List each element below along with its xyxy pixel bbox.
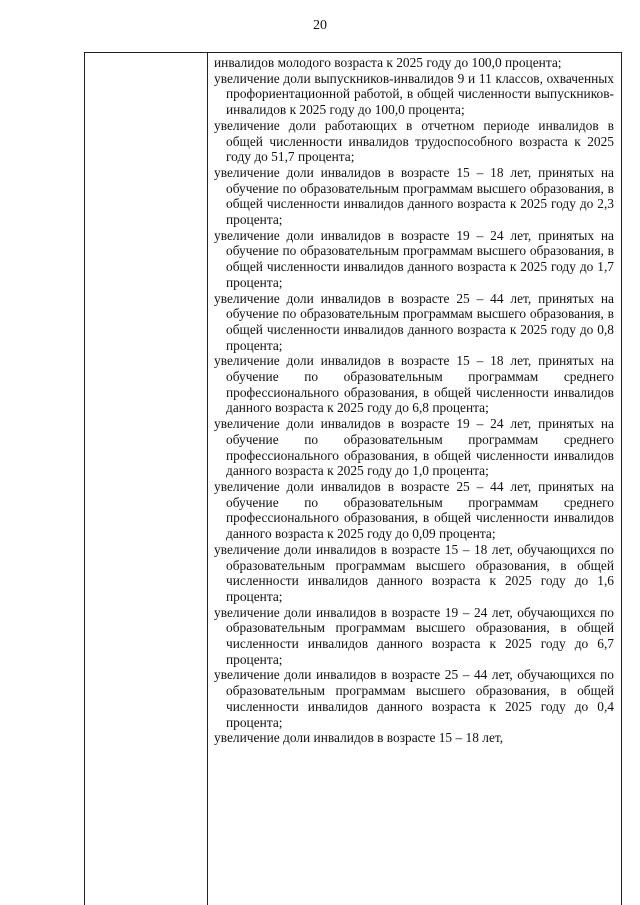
- table-frame: [84, 52, 622, 905]
- list-item: увеличение доли инвалидов в возрасте 15 – 18 лет, обучающихся по образовательным программам высшего образования, в общей численности инвалидов данного возраста к 2025 году до 1,6 процента;: [214, 541, 614, 604]
- list-item: увеличение доли инвалидов в возрасте 15 – 18 лет, принятых на обучение по образовательным программам среднего профессионального образования, в общей численности инвалидов данного возраста к 2025 году до 6,8 процента;: [214, 353, 614, 416]
- table-cell-content: [214, 55, 614, 746]
- list-item: увеличение доли инвалидов в возрасте 15 – 18 лет,: [214, 730, 504, 746]
- column-divider: [207, 53, 208, 905]
- list-item: увеличение доли работающих в отчетном периоде инвалидов в общей численности инвалидов трудоспособного возраста к 2025 году до 51,7 процента;: [214, 117, 614, 165]
- list-item: увеличение доли инвалидов в возрасте 25 – 44 лет, принятых на обучение по образовательным программам высшего образования, в общей численности инвалидов данного возраста к 2025 году до 0,8 процента;: [214, 290, 614, 353]
- list-item: инвалидов молодого возраста к 2025 году до 100,0 процента;: [214, 55, 562, 70]
- list-item: увеличение доли инвалидов в возрасте 19 – 24 лет, принятых на обучение по образовательным программам высшего образования, в общей численности инвалидов данного возраста к 2025 году до 1,7 процента;: [214, 227, 614, 290]
- list-item: увеличение доли выпускников-инвалидов 9 и 11 классов, охваченных профориентационной работой, в общей численности выпускников-инвалидов к 2025 году до 100,0 процента;: [214, 70, 614, 118]
- list-item: увеличение доли инвалидов в возрасте 19 – 24 лет, обучающихся по образовательным программам высшего образования, в общей численности инвалидов данного возраста к 2025 году до 6,7 процента;: [214, 604, 614, 667]
- list-item: увеличение доли инвалидов в возрасте 25 – 44 лет, принятых на обучение по образовательным программам среднего профессионального образования, в общей численности инвалидов данного возраста к 2025 году до 0,09 процента;: [214, 478, 614, 542]
- list-item: увеличение доли инвалидов в возрасте 19 – 24 лет, принятых на обучение по образовательным программам среднего профессионального образования, в общей численности инвалидов данного возраста к 2025 году до 1,0 процента;: [214, 416, 614, 479]
- list-item: увеличение доли инвалидов в возрасте 25 – 44 лет, обучающихся по образовательным программам высшего образования, в общей численности инвалидов данного возраста к 2025 году до 0,4 процента;: [214, 667, 614, 730]
- list-item: увеличение доли инвалидов в возрасте 15 – 18 лет, принятых на обучение по образовательным программам высшего образования, в общей численности инвалидов данного возраста к 2025 году до 2,3 процента;: [214, 164, 614, 228]
- page-number: 20: [313, 18, 327, 33]
